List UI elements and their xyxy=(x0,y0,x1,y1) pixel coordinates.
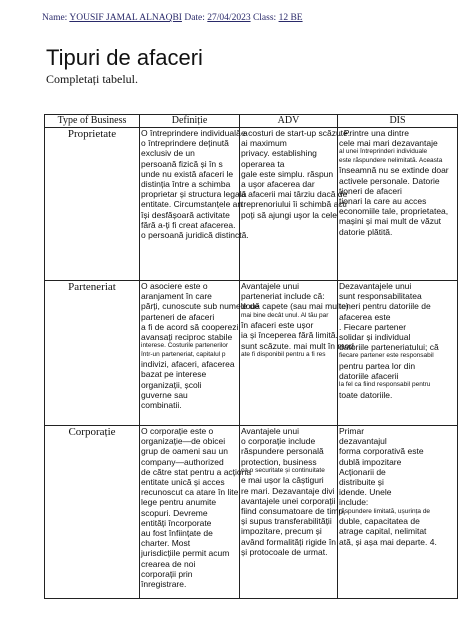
cell-line: lege pentru anumite xyxy=(141,497,217,508)
advantages-cell xyxy=(240,281,354,426)
cell-line: proprietar și structura legală xyxy=(141,189,247,200)
cell-line: O corporație este o xyxy=(141,426,214,436)
header-definition: Definiție xyxy=(140,115,240,128)
cell-line: O întreprindere individuală a xyxy=(141,128,248,138)
cell-line: organizații, școli xyxy=(141,379,202,390)
cell-line: în afaceri este ușor xyxy=(241,320,314,331)
cell-line: e costuri de start-up scăzute. xyxy=(241,128,351,138)
cell-line: dezavantajul xyxy=(339,436,387,447)
page-subtitle: Completați tabelul. xyxy=(46,72,138,86)
cell-line: idende. Unele xyxy=(339,487,392,498)
cell-line: impozitare, precum și xyxy=(241,526,322,537)
cell-line: jurisdicțiile permit acum xyxy=(141,548,230,559)
cell-line: avantajele unei corporații xyxy=(241,495,336,506)
cell-line: corporații prin xyxy=(141,568,193,579)
cell-line: . Fiecare partener xyxy=(339,321,407,332)
cell-line: ca o securitate și continuitate xyxy=(241,466,325,474)
class-value: 12 BE xyxy=(278,13,303,23)
table-header-row xyxy=(45,115,458,128)
cell-line: re mari. Dezavantaje divi xyxy=(241,485,335,496)
cell-line: crearea de noi xyxy=(141,558,196,569)
page-title: Tipuri de afaceri xyxy=(46,45,203,70)
cell-line: avansați reciproc stabile xyxy=(141,332,233,343)
cell-line xyxy=(241,369,336,379)
cell-line: toate datoriile. xyxy=(339,389,393,400)
cell-line: sunt responsabilitatea xyxy=(339,291,422,302)
cell-line: la fel ca fiind responsabil pentru xyxy=(339,381,431,389)
cell-line: ționari la care au acces xyxy=(339,196,427,207)
advantages-cell xyxy=(240,426,346,599)
cell-line: persoană fizică și în s xyxy=(141,158,223,169)
cell-line: fără a-ți fi creat afacerea. xyxy=(141,219,236,230)
cell-line: gale este simplu. răspun xyxy=(241,168,334,179)
cell-line: mașini și mai mult de văzut xyxy=(339,216,442,227)
definition-cell xyxy=(140,128,249,281)
cell-line: operarea ta xyxy=(241,158,285,169)
cell-line: a afacerii mai târziu dacă de xyxy=(241,189,348,200)
cell-line: fiind consumatoare de timp, xyxy=(241,505,346,516)
cell-line: entități încorporate xyxy=(141,517,212,528)
cell-line: combinatii. xyxy=(141,400,182,411)
cell-line: afacerea este xyxy=(339,311,391,322)
cell-line: protection, business xyxy=(241,456,317,467)
cell-line: guverne sau xyxy=(141,389,188,400)
disadvantages-cell xyxy=(338,426,458,599)
cell-line: este răspundere nelimitată. Aceasta xyxy=(339,156,443,164)
cell-line xyxy=(241,577,336,587)
cell-line: indivizi, afaceri, afacerea xyxy=(141,359,235,370)
cell-line: parteneriat include că: xyxy=(241,291,325,302)
cell-line: într-un parteneriat, capitalul p xyxy=(141,350,226,358)
cell-line: înregistrare. xyxy=(141,579,187,590)
cell-line: e mai ușor la câștiguri xyxy=(241,475,324,486)
cell-line: Acționarii de xyxy=(339,466,386,477)
header-dis: DIS xyxy=(338,115,458,128)
cell-line: Avantajele unui xyxy=(241,281,299,291)
cell-line xyxy=(339,567,456,577)
cell-line: al unei întreprinderi individuale xyxy=(339,148,428,156)
cell-line: recunoscut ca atare în lite xyxy=(141,487,239,498)
cell-line: privacy. establishing xyxy=(241,148,317,159)
disadvantages-cell xyxy=(338,281,458,426)
cell-line: și protocoale de urmat. xyxy=(241,546,328,557)
cell-line: entitate. Circumstanțele an xyxy=(141,199,243,210)
cell-line xyxy=(339,547,456,557)
cell-line: charter. Most xyxy=(141,538,191,549)
cell-line: scopuri. Devreme xyxy=(141,507,208,518)
cell-line: ată, și așa mai departe. 4. xyxy=(339,536,437,547)
cell-line: Avantajele unui xyxy=(241,426,299,436)
cell-line: treprenoriului îi schimbă acti xyxy=(241,199,347,210)
cell-line: distribuite și xyxy=(339,477,384,488)
cell-line xyxy=(241,400,336,410)
business-types-table xyxy=(44,114,458,599)
student-info-line xyxy=(42,13,303,23)
cell-line: răspundere limitată, ușurința de xyxy=(339,507,431,515)
disadvantages-cell xyxy=(338,128,458,281)
cell-line: ai maximum xyxy=(241,138,287,149)
cell-line: teneri pentru datoriile de xyxy=(339,301,431,312)
cell-line: poți să ajungi uşor la cele xyxy=(241,209,337,220)
cell-line: grup de oameni sau un xyxy=(141,446,228,457)
cell-line: datoriile afacerii xyxy=(339,371,399,382)
cell-line: interese. Costurile partenerilor xyxy=(141,342,229,350)
cell-line: datoriile parteneriatului; că xyxy=(339,342,439,353)
cell-line: răspundere personală xyxy=(241,446,324,457)
cell-line: O asociere este o xyxy=(141,281,208,291)
cell-line: două capete (sau mai multe) xyxy=(241,301,349,312)
row-label: Proprietate xyxy=(45,128,140,281)
cell-line: ate fi disponibil pentru a fi res xyxy=(241,350,326,358)
cell-line: bazat pe interese xyxy=(141,369,207,380)
cell-line: distinția între a schimba xyxy=(141,179,231,190)
row-label: Corporație xyxy=(45,426,140,599)
cell-line: o persoană juridică distinctă. xyxy=(141,230,249,241)
cell-line xyxy=(339,557,456,567)
cell-line: își desfășoară activitate xyxy=(141,209,230,220)
cell-line xyxy=(241,380,336,390)
cell-line: sunt scăzute. mai mult în mod xyxy=(241,340,354,351)
cell-line: aranjament în care xyxy=(141,291,212,302)
cell-line: . Printre una dintre xyxy=(339,128,409,138)
cell-line: ționeri de afaceri xyxy=(339,185,402,196)
row-label: Parteneriat xyxy=(45,281,140,426)
cell-line: datorie plătită. xyxy=(339,226,393,237)
cell-line: pentru partea lor din xyxy=(339,360,416,371)
cell-line: activele personale. Datorie xyxy=(339,175,440,186)
cell-line: de către stat pentru a acționa xyxy=(141,466,252,477)
class-label: Class: xyxy=(250,13,279,23)
name-label: Name: xyxy=(42,13,70,23)
name-value: YOUSIF JAMAL ALNAQBI xyxy=(69,13,182,23)
cell-line: entitate unică și acces xyxy=(141,477,225,488)
cell-line: o corporație include xyxy=(241,436,316,447)
cell-line: exclusiv de un xyxy=(141,148,195,159)
header-type: Type of Business xyxy=(45,115,140,128)
cell-line: a uşor afacerea dar xyxy=(241,179,315,190)
definition-cell xyxy=(140,426,252,599)
cell-line xyxy=(241,390,336,400)
cell-line xyxy=(241,230,336,240)
cell-line: Dezavantajele unui xyxy=(339,281,412,291)
cell-line: o întreprindere deținută xyxy=(141,138,229,149)
cell-line: a fi de acord să cooperezi xyxy=(141,321,239,332)
cell-line: forma corporativă este xyxy=(339,446,424,457)
date-label: Date: xyxy=(181,13,208,23)
cell-line: ia și începerea fără limită. xyxy=(241,330,338,341)
cell-line xyxy=(241,557,336,567)
cell-line: organizație—de obicei xyxy=(141,436,226,447)
cell-line: unde nu există afaceri le xyxy=(141,168,234,179)
definition-cell xyxy=(140,281,260,426)
advantages-cell xyxy=(240,128,351,281)
header-adv: ADV xyxy=(240,115,338,128)
cell-line: atrage capital, nelimitat xyxy=(339,526,427,537)
cell-line: fiecare partener este responsabil xyxy=(339,352,434,360)
cell-line: company—authorized xyxy=(141,456,224,467)
cell-line: părți, cunoscute sub numele de xyxy=(141,301,260,312)
cell-line: parteneri de afaceri xyxy=(141,311,215,322)
cell-line: include: xyxy=(339,497,369,508)
cell-line: solidar și individual xyxy=(339,332,411,343)
cell-line: cele mai mari dezavantaje xyxy=(339,138,438,149)
cell-line: mai bine decât unul. Al tău par xyxy=(241,311,329,319)
cell-line xyxy=(241,567,336,577)
date-value: 27/04/2023 xyxy=(207,13,251,23)
cell-line: duble, capacitatea de xyxy=(339,516,420,527)
cell-line: și supus transferabilității xyxy=(241,516,332,527)
cell-line: înseamnă nu se extinde doar xyxy=(339,165,449,176)
table-row-parteneriat xyxy=(45,281,458,426)
table-row-corporatie xyxy=(45,426,458,599)
cell-line: au fost înființate de xyxy=(141,528,213,539)
cell-line: având formalități rigide în xyxy=(241,536,336,547)
table-row-proprietate xyxy=(45,128,458,281)
cell-line xyxy=(241,359,336,369)
cell-line: economiile tale, proprietatea, xyxy=(339,206,449,217)
cell-line xyxy=(241,220,336,230)
cell-line xyxy=(339,577,456,587)
cell-line: dublă impozitare xyxy=(339,456,402,467)
cell-line: Primar xyxy=(339,426,365,436)
